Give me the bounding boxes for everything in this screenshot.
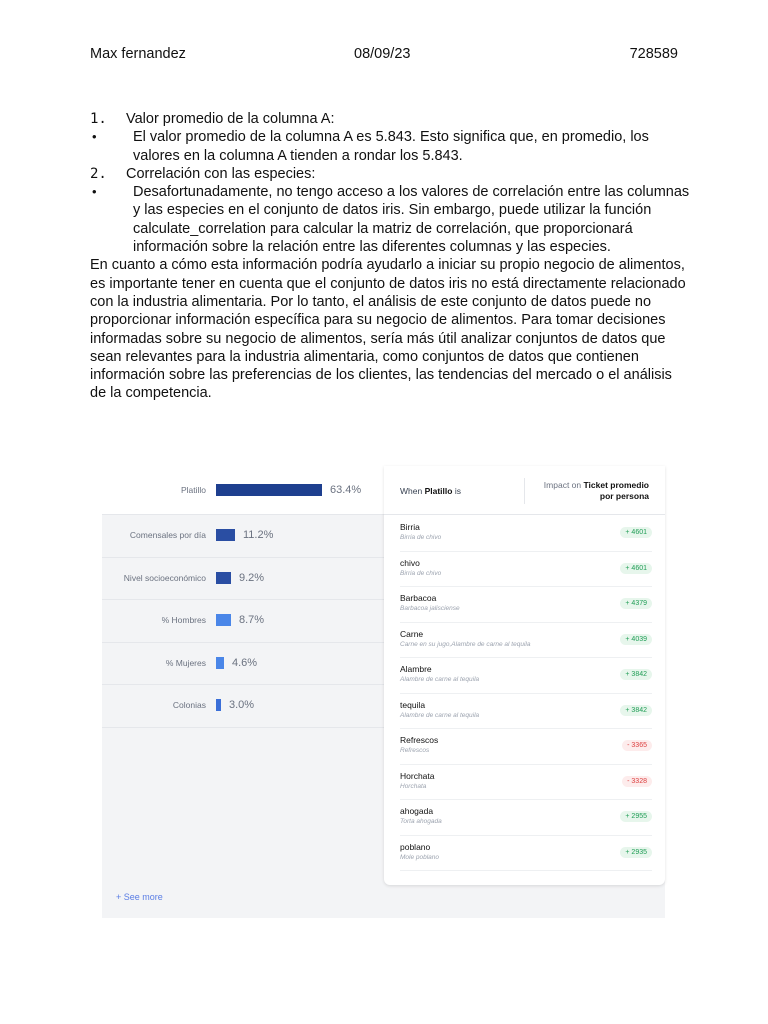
impact-value-badge: - 3365: [622, 740, 652, 751]
impact-row[interactable]: [400, 587, 652, 623]
impact-row-subtitle: Mole poblano: [400, 853, 440, 861]
impact-row-title: chivo: [400, 557, 420, 568]
impact-row-subtitle: Alambre de carne al tequila: [400, 676, 480, 683]
bullet-item-1: [90, 128, 690, 165]
factor-percent: 4.6%: [232, 656, 258, 669]
impact-row-subtitle: Birria de chivo: [400, 534, 442, 541]
impact-row-subtitle: Birria de chivo: [400, 569, 442, 577]
impact-row[interactable]: [400, 552, 652, 588]
impact-value-badge: + 2935: [620, 847, 652, 858]
factor-row[interactable]: [102, 514, 384, 558]
bullet-icon: •: [92, 129, 97, 145]
factor-percent: 8.7%: [239, 614, 265, 627]
author-name: Max fernandez: [90, 46, 186, 62]
impact-value-badge: + 4601: [620, 563, 652, 574]
impact-row-title: Carne: [400, 628, 424, 639]
factor-row[interactable]: [102, 684, 384, 728]
document-body: [90, 110, 690, 403]
factor-bar: [216, 699, 221, 711]
impact-value-badge: + 2955: [620, 811, 652, 822]
bullet-item-2: [90, 183, 690, 256]
impact-value-badge: - 3328: [622, 776, 652, 787]
impact-row-subtitle: Barbacoa jalisciense: [400, 605, 460, 612]
factor-row[interactable]: [102, 642, 384, 686]
impact-row-title: Barbacoa: [400, 593, 437, 603]
factor-percent: 11.2%: [243, 529, 274, 542]
factor-label: Platillo: [180, 485, 206, 495]
factor-bar: [216, 614, 231, 626]
body-paragraph: En cuanto a cómo esta información podría ayudarlo a iniciar su propio negocio de alimentos, es importante tener en cuenta que el conjunto de datos iris no está directamente relacionado con la industria alimentaria. Por lo tanto, el análisis de este conjunto de datos puede no proporcionar información específica para su negocio de alimentos. Para tomar decisiones informadas sobre su negocio de alimentos, sería más útil analizar conjuntos de datos que sean relevantes para la industria alimentaria, como conjuntos de datos que contienen información sobre las preferencias de los clientes, las tendencias del mercado o el análisis de la competencia.: [90, 257, 686, 402]
item-title: Correlación con las especies:: [126, 165, 316, 182]
impact-row[interactable]: [400, 694, 652, 730]
impact-row-title: tequila: [400, 699, 426, 710]
factor-bar: [216, 529, 235, 541]
factor-row[interactable]: [102, 466, 384, 515]
factor-importance-panel: [102, 466, 384, 884]
bullet-text: El valor promedio de la columna A es 5.843. Esto significa que, en promedio, los valores en la columna A tienden a rondar los 5.843.: [133, 129, 649, 164]
impact-row-subtitle: Alambre de carne al tequila: [400, 711, 480, 719]
item-number: 2.: [90, 165, 107, 182]
bullet-text: Desafortunadamente, no tengo acceso a los valores de correlación entre las columnas y las especies en el conjunto de datos iris. Sin embargo, puede utilizar la función calculate_correlation para calcular la matriz de correlación, que proporcionará información sobre la relación entre las diferentes columnas y las especies.: [133, 184, 690, 256]
impact-row-subtitle: Refrescos: [400, 747, 430, 754]
impact-value-badge: + 3842: [620, 705, 652, 716]
impact-row-subtitle: Carne en su jugo,Alambre de carne al tequila: [400, 640, 531, 648]
impact-value-badge: + 4379: [620, 598, 652, 609]
impact-label: Impact on Ticket promedio por persona: [543, 480, 649, 501]
impact-row[interactable]: [400, 800, 652, 836]
impact-row[interactable]: [400, 658, 652, 694]
numbered-item-2: [90, 165, 690, 183]
impact-row-subtitle: Torta ahogada: [400, 818, 442, 825]
factor-label: Colonias: [172, 700, 206, 711]
impact-row-title: Alambre: [400, 664, 432, 674]
impact-row-title: Birria: [400, 522, 420, 532]
factor-bar: [216, 572, 231, 584]
impact-value-badge: + 3842: [620, 669, 652, 680]
factor-percent: 9.2%: [239, 571, 265, 584]
factor-label: % Mujeres: [165, 657, 206, 668]
factor-row[interactable]: [102, 599, 384, 643]
impact-table-header: [384, 466, 665, 515]
impact-row[interactable]: [400, 729, 652, 765]
impact-row-subtitle: Horchata: [400, 782, 427, 790]
see-more-link[interactable]: + See more: [116, 892, 163, 902]
dashboard-screenshot: [102, 466, 665, 918]
document-id: 728589: [629, 46, 678, 62]
factor-percent: 63.4%: [330, 484, 362, 496]
bullet-icon: •: [92, 184, 97, 200]
impact-row-title: Horchata: [400, 770, 435, 781]
impact-table: [384, 466, 665, 885]
impact-value-badge: + 4601: [620, 527, 652, 538]
numbered-item-1: [90, 110, 690, 128]
item-title: Valor promedio de la columna A:: [126, 111, 335, 127]
factor-row[interactable]: [102, 557, 384, 601]
factor-bar: [216, 657, 224, 669]
impact-row[interactable]: [400, 836, 652, 872]
impact-row[interactable]: [400, 765, 652, 801]
when-label: When Platillo is: [400, 486, 461, 496]
item-number: 1.: [90, 111, 107, 127]
header-divider: [524, 478, 525, 504]
impact-row-title: poblano: [400, 841, 431, 852]
factor-bar: [216, 484, 322, 496]
document-date: 08/09/23: [354, 46, 411, 62]
factor-label: Nivel socioeconómico: [123, 572, 206, 583]
impact-row[interactable]: [400, 516, 652, 552]
impact-row-title: ahogada: [400, 806, 434, 816]
impact-value-badge: + 4039: [620, 634, 652, 645]
factor-percent: 3.0%: [229, 699, 255, 712]
factor-label: Comensales por día: [129, 530, 206, 541]
impact-row[interactable]: [400, 623, 652, 659]
factor-label: % Hombres: [161, 615, 206, 626]
impact-row-title: Refrescos: [400, 735, 439, 745]
